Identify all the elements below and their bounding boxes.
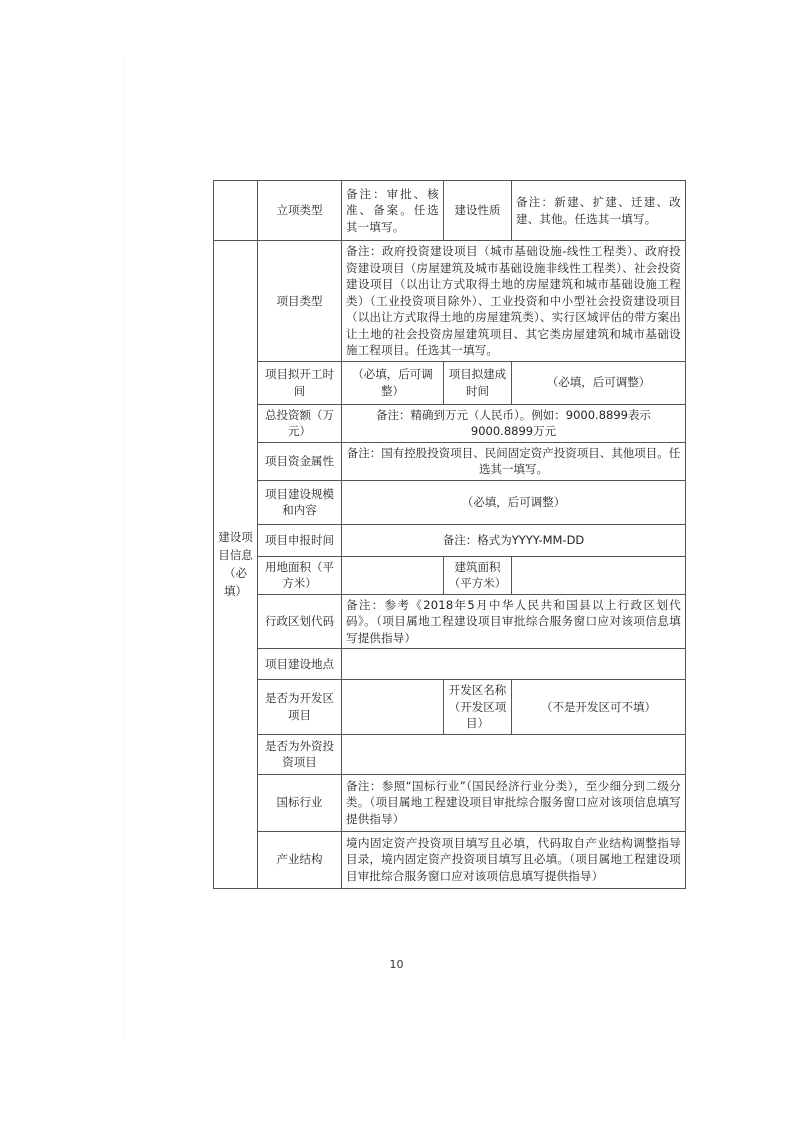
table-row: [214, 181, 686, 241]
row-label-shenbao: 项目申报时间: [258, 524, 342, 556]
note-xiangmuleixing: 备注：政府投资建设项目（城市基础设施-线性工程类）、政府投资建设项目（房屋建筑及城市基础设施非线性工程类）、社会投资建设项目（以出让方式取得土地的房屋建筑和城市基础设施工程类）（工业投资项目除外）、工业投资和中小型社会投资建设项目（以出让方式取得土地的房屋建筑类）、实行区域评估的带方案出让土地的社会投资房屋建筑项目、其它类房屋建筑和城市基础设施工程项目。任选其一填写。: [342, 241, 686, 362]
note-touzi[interactable]: 备注：精确到万元（人民币）。例如：9000.8899表示9000.8899万元: [342, 404, 686, 442]
note-shenbao[interactable]: 备注：格式为YYYY-MM-DD: [342, 524, 686, 556]
table-row: [214, 556, 686, 594]
table-row: [214, 774, 686, 831]
row-label-kaigong: 项目拟开工时间: [258, 361, 342, 404]
table-row: [214, 734, 686, 774]
value-didian[interactable]: [342, 649, 686, 680]
row-label-yongdi: 用地面积（平方米）: [258, 556, 342, 594]
row-label-chanye: 产业结构: [258, 831, 342, 888]
note-zijin[interactable]: 备注：国有控股投资项目、民间固定资产投资项目、其他项目。任选其一填写。: [342, 442, 686, 480]
value-guimo[interactable]: （必填，后可调整）: [342, 480, 686, 524]
value-yongdi[interactable]: [342, 556, 444, 594]
page-shadow-edge: [124, 60, 125, 1040]
row-label-jiancheng: 项目拟建成时间: [444, 361, 512, 404]
table-row: [214, 404, 686, 442]
row-label-hangye: 国标行业: [258, 774, 342, 831]
value-kaifaqu-name[interactable]: （不是开发区可不填）: [512, 680, 686, 735]
table-row: [214, 649, 686, 680]
value-kaifaqu[interactable]: [342, 680, 444, 735]
row-label-kaifaqu: 是否为开发区项目: [258, 680, 342, 735]
row-label-kaifaqu-name: 开发区名称（开发区项目）: [444, 680, 512, 735]
table-row: [214, 361, 686, 404]
row-label-guimo: 项目建设规模和内容: [258, 480, 342, 524]
table-row: [214, 480, 686, 524]
row-label-jianshexingzhi: 建设性质: [444, 181, 512, 241]
row-label-didian: 项目建设地点: [258, 649, 342, 680]
table-row: [214, 241, 686, 362]
row-label-xiangmuleixing: 项目类型: [258, 241, 342, 362]
row-label-lixiang: 立项类型: [258, 181, 342, 241]
row-label-waizi: 是否为外资投资项目: [258, 734, 342, 774]
blank-group-cell: [214, 181, 258, 241]
table-row: [214, 524, 686, 556]
value-waizi[interactable]: [342, 734, 686, 774]
row-label-touzi: 总投资额（万元）: [258, 404, 342, 442]
page-number: 10: [389, 958, 404, 971]
row-label-jianzhu: 建筑面积（平方米）: [444, 556, 512, 594]
table-row: [214, 680, 686, 735]
note-hangye[interactable]: 备注：参照“国标行业”（国民经济行业分类），至少细分到二级分类。（项目属地工程建设项目审批综合服务窗口应对该项信息填写提供指导）: [342, 774, 686, 831]
note-lixiang: 备注：审批、核准、备案。任选其一填写。: [342, 181, 444, 241]
value-jiancheng[interactable]: （必填，后可调整）: [512, 361, 686, 404]
table-row: [214, 594, 686, 649]
note-chanye[interactable]: 境内固定资产投资项目填写且必填，代码取自产业结构调整指导目录，境内固定资产投资项目填写且必填。（项目属地工程建设项目审批综合服务窗口应对该项信息填写提供指导）: [342, 831, 686, 888]
value-kaigong[interactable]: （必填，后可调整）: [342, 361, 444, 404]
row-label-zijin: 项目资金属性: [258, 442, 342, 480]
group-label-jianshexiangmu: 建设项目信息（必填）: [214, 241, 258, 889]
project-info-table: [213, 180, 686, 889]
row-label-xingzheng: 行政区划代码: [258, 594, 342, 649]
value-jianzhu[interactable]: [512, 556, 686, 594]
table-row: [214, 831, 686, 888]
table-row: [214, 442, 686, 480]
note-jianshexingzhi: 备注：新建、扩建、迁建、改建、其他。任选其一填写。: [512, 181, 686, 241]
note-xingzheng[interactable]: 备注：参考《2018年5月中华人民共和国县以上行政区划代码》。（项目属地工程建设项目审批综合服务窗口应对该项信息填写提供指导）: [342, 594, 686, 649]
